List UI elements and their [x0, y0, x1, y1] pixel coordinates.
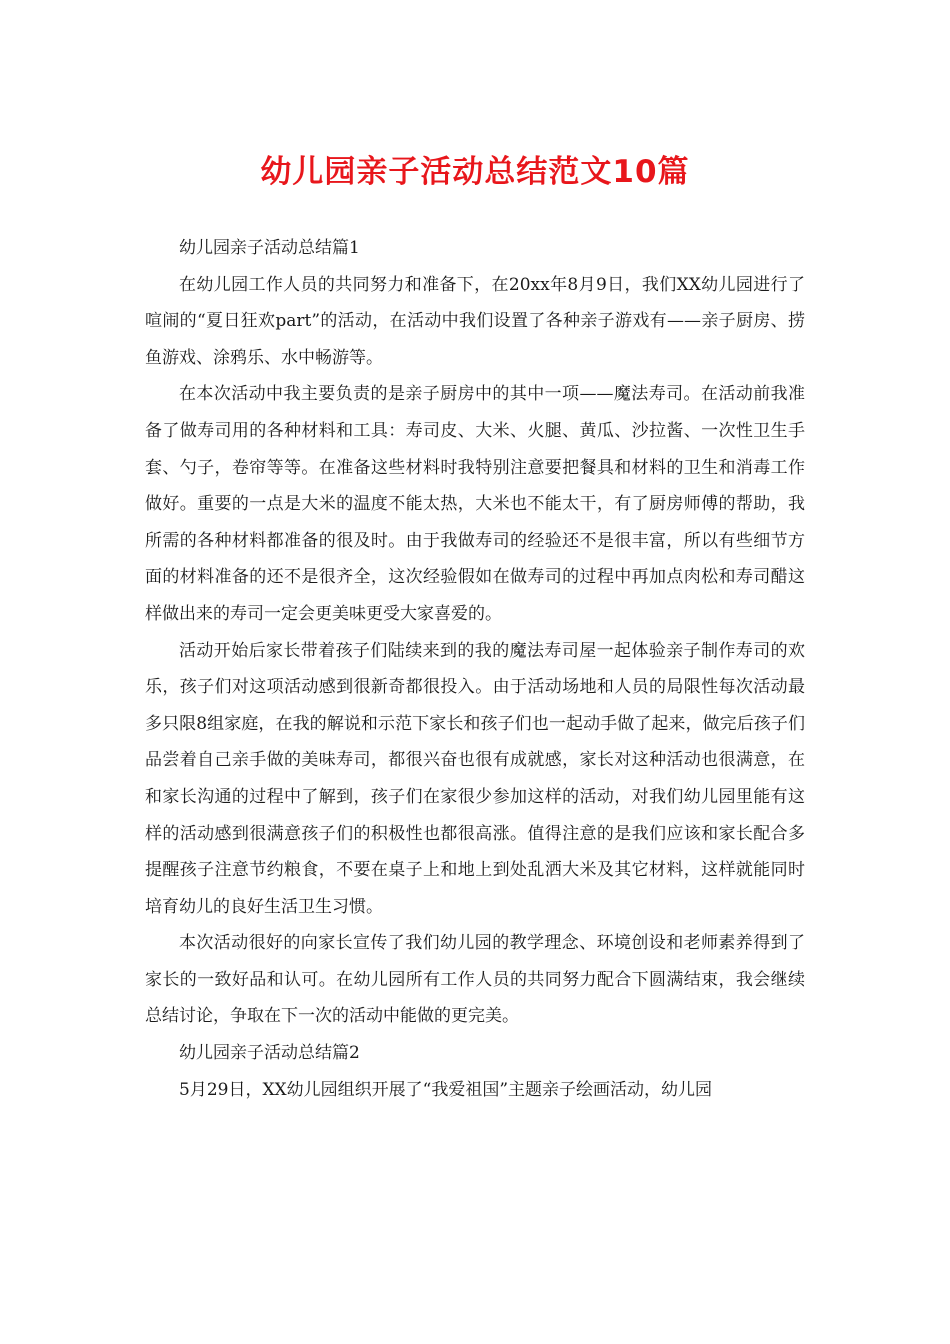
document-title: 幼儿园亲子活动总结范文10篇: [260, 154, 690, 190]
body-paragraph: 本次活动很好的向家长宣传了我们幼儿园的教学理念、环境创设和老师素养得到了家长的一致好品和认可。在幼儿园所有工作人员的共同努力配合下圆满结束，我会继续总结讨论，争取在下一次的活动中能做的更完美。: [145, 933, 805, 1027]
document-body: [145, 230, 805, 1108]
section-heading-1: 幼儿园亲子活动总结篇1: [179, 238, 360, 258]
body-paragraph: 5月29日，XX幼儿园组织开展了“我爱祖国”主题亲子绘画活动，幼儿园: [179, 1079, 713, 1100]
body-paragraph: 在幼儿园工作人员的共同努力和准备下，在20xx年8月9日，我们XX幼儿园进行了喧闹的“夏日狂欢part”的活动，在活动中我们设置了各种亲子游戏有——亲子厨房、捞鱼游戏、涂鸦乐、水中畅游等。: [145, 274, 805, 368]
body-paragraph: 在本次活动中我主要负责的是亲子厨房中的其中一项——魔法寿司。在活动前我准备了做寿司用的各种材料和工具：寿司皮、大米、火腿、黄瓜、沙拉酱、一次性卫生手套、勺子，卷帘等等。在准备这些材料时我特别注意要把餐具和材料的卫生和消毒工作做好。重要的一点是大米的温度不能太热，大米也不能太干，有了厨房师傅的帮助，我所需的各种材料都准备的很及时。由于我做寿司的经验还不是很丰富，所以有些细节方面的材料准备的还不是很齐全，这次经验假如在做寿司的过程中再加点肉松和寿司醋这样做出来的寿司一定会更美味更受大家喜爱的。: [145, 384, 805, 624]
body-paragraph: 活动开始后家长带着孩子们陆续来到的我的魔法寿司屋一起体验亲子制作寿司的欢乐，孩子们对这项活动感到很新奇都很投入。由于活动场地和人员的局限性每次活动最多只限8组家庭，在我的解说和示范下家长和孩子们也一起动手做了起来，做完后孩子们品尝着自己亲手做的美味寿司，都很兴奋也很有成就感，家长对这种活动也很满意，在和家长沟通的过程中了解到，孩子们在家很少参加这样的活动，对我们幼儿园里能有这样的活动感到很满意孩子们的积极性也都很高涨。值得注意的是我们应该和家长配合多提醒孩子注意节约粮食，不要在桌子上和地上到处乱洒大米及其它材料，这样就能同时培育幼儿的良好生活卫生习惯。: [145, 640, 805, 917]
section-heading-2: 幼儿园亲子活动总结篇2: [179, 1043, 360, 1064]
